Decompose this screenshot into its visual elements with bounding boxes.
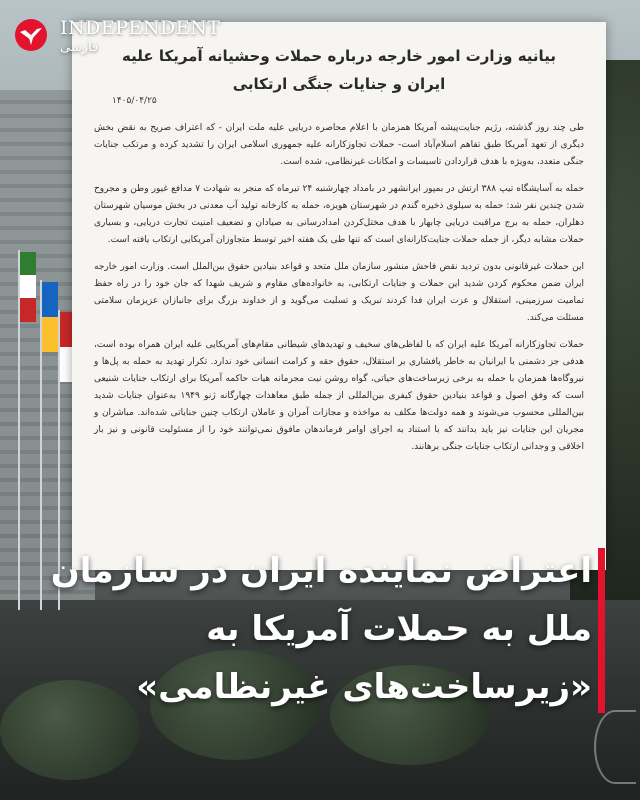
document-paragraph: حملات تجاوزکارانه آمریکا علیه ایران که با لفاظی‌های سخیف و تهدیدهای شیطانی مقام‌های آمریکایی علیه ایران همراه بوده است، هدفی جز دشمنی با ایرانیان به خاطر پافشاری بر استقلال، حقوق حقه و کرامت انسانی خود ندارد. تکرار تهدید به حمله به پل‌ها و نیروگاه‌ها همزمان با حمله به برخی زیرساخت‌های حیاتی، گواه روشن نیت مجرمانه هیات حاکمه آمریکا برای ارتکاب جنایات شنیعی است که وفق اصول و قواعد بنیادین حقوق کیفری بین‌المللی از جمله طبق معاهدات چهارگانه ژنو ۱۹۴۹ به‌عنوان جنایات شدید بین‌المللی محسوب می‌شوند و همه دولت‌ها مکلف به مواخذه و مجازات آمران و عاملان ارتکاب چنین جنایاتی شده‌اند. مباشران و مجریان این جنایات نیز باید بدانند که با استناد به اجرای اوامر فرماندهان مافوق نمی‌توانند خود را از مسئولیت قانونی و نیز بار اخلاقی و وجدانی ارتکاب جنایات جنگی برهانند. [94, 340, 585, 452]
un-emblem-icon [594, 710, 636, 784]
accent-bar [598, 548, 605, 713]
flag [42, 282, 58, 352]
independent-eagle-icon [14, 18, 56, 52]
document-title: بیانیه وزارت امور خارجه درباره حملات وحشیانه آمریکا علیه ایران و جنایات جنگی ارتکابی [122, 47, 556, 93]
document-date: ۱۴۰۵/۰۴/۲۵ [112, 96, 157, 106]
document-body [94, 120, 584, 466]
headline: اعتراض نماینده ایران در سازمان ملل به حملات آمریکا به «زیرساخت‌های غیرنظامی» [50, 551, 592, 707]
flag [20, 252, 36, 322]
document-paragraph: طی چند روز گذشته، رژیم جنایت‌پیشه آمریکا همزمان با اعلام محاصره دریایی علیه ملت ایران - که اعتراف صریح به نقض بخش دیگری از تعهد آمریکا طبق تفاهم اسلام‌آباد است- حملات تجاوزکارانه علیه جمهوری اسلامی ایران را تشدید کرده و مرتکب جنایات جنگی متعدد، بەویژه با هدف قراردادن تاسیسات و امکانات غیرنظامی، شده است. [94, 123, 584, 167]
logo-edition: فارسی [60, 40, 99, 55]
logo-wordmark: INDEPENDENT [60, 17, 221, 39]
document-paragraph: حمله به آسایشگاه تیپ ۳۸۸ ارتش در بمپور ایرانشهر در بامداد چهارشنبه ۲۴ تیرماه که منجر به شهادت ۷ مدافع غیور وطن و مجروح شدن چندین نفر شد: حمله به سیلوی ذخیره گندم در شهرستان هویزه، حمله به کارخانه تولید آب معدنی در بخش موسیان شهرستان دهلران، حمله به برج مراقبت دریایی چابهار با هدف مختل‌کردن امدادرسانی به صیادان و تضعیف امنیت تجارت دریایی، و بسیاری حملات مشابه دیگر، از جمله حملات جنایت‌کارانه‌ای است که تنها طی یک هفته اخیر توسط متجاوزان آمریکایی ارتکاب یافته است. [94, 184, 585, 245]
statement-document [72, 22, 606, 570]
document-paragraph: این حملات غیرقانونی بدون تردید نقض فاحش منشور سازمان ملل متحد و قواعد بنیادین حقوق بین‌الملل است. وزارت امور خارجه ایران ضمن محکوم کردن شدید این حملات و جنایات ارتکابی، به خانواده‌های مقاوم و شریف شهدا که جان خود را در راه حفظ تمامیت سرزمینی، استقلال و عزت ایران فدا کردند تبریک و تسلیت می‌گوید و از خداوند بزرگ برای جانبازان عزیزمان سلامتی مسئلت می‌کند. [94, 262, 584, 323]
